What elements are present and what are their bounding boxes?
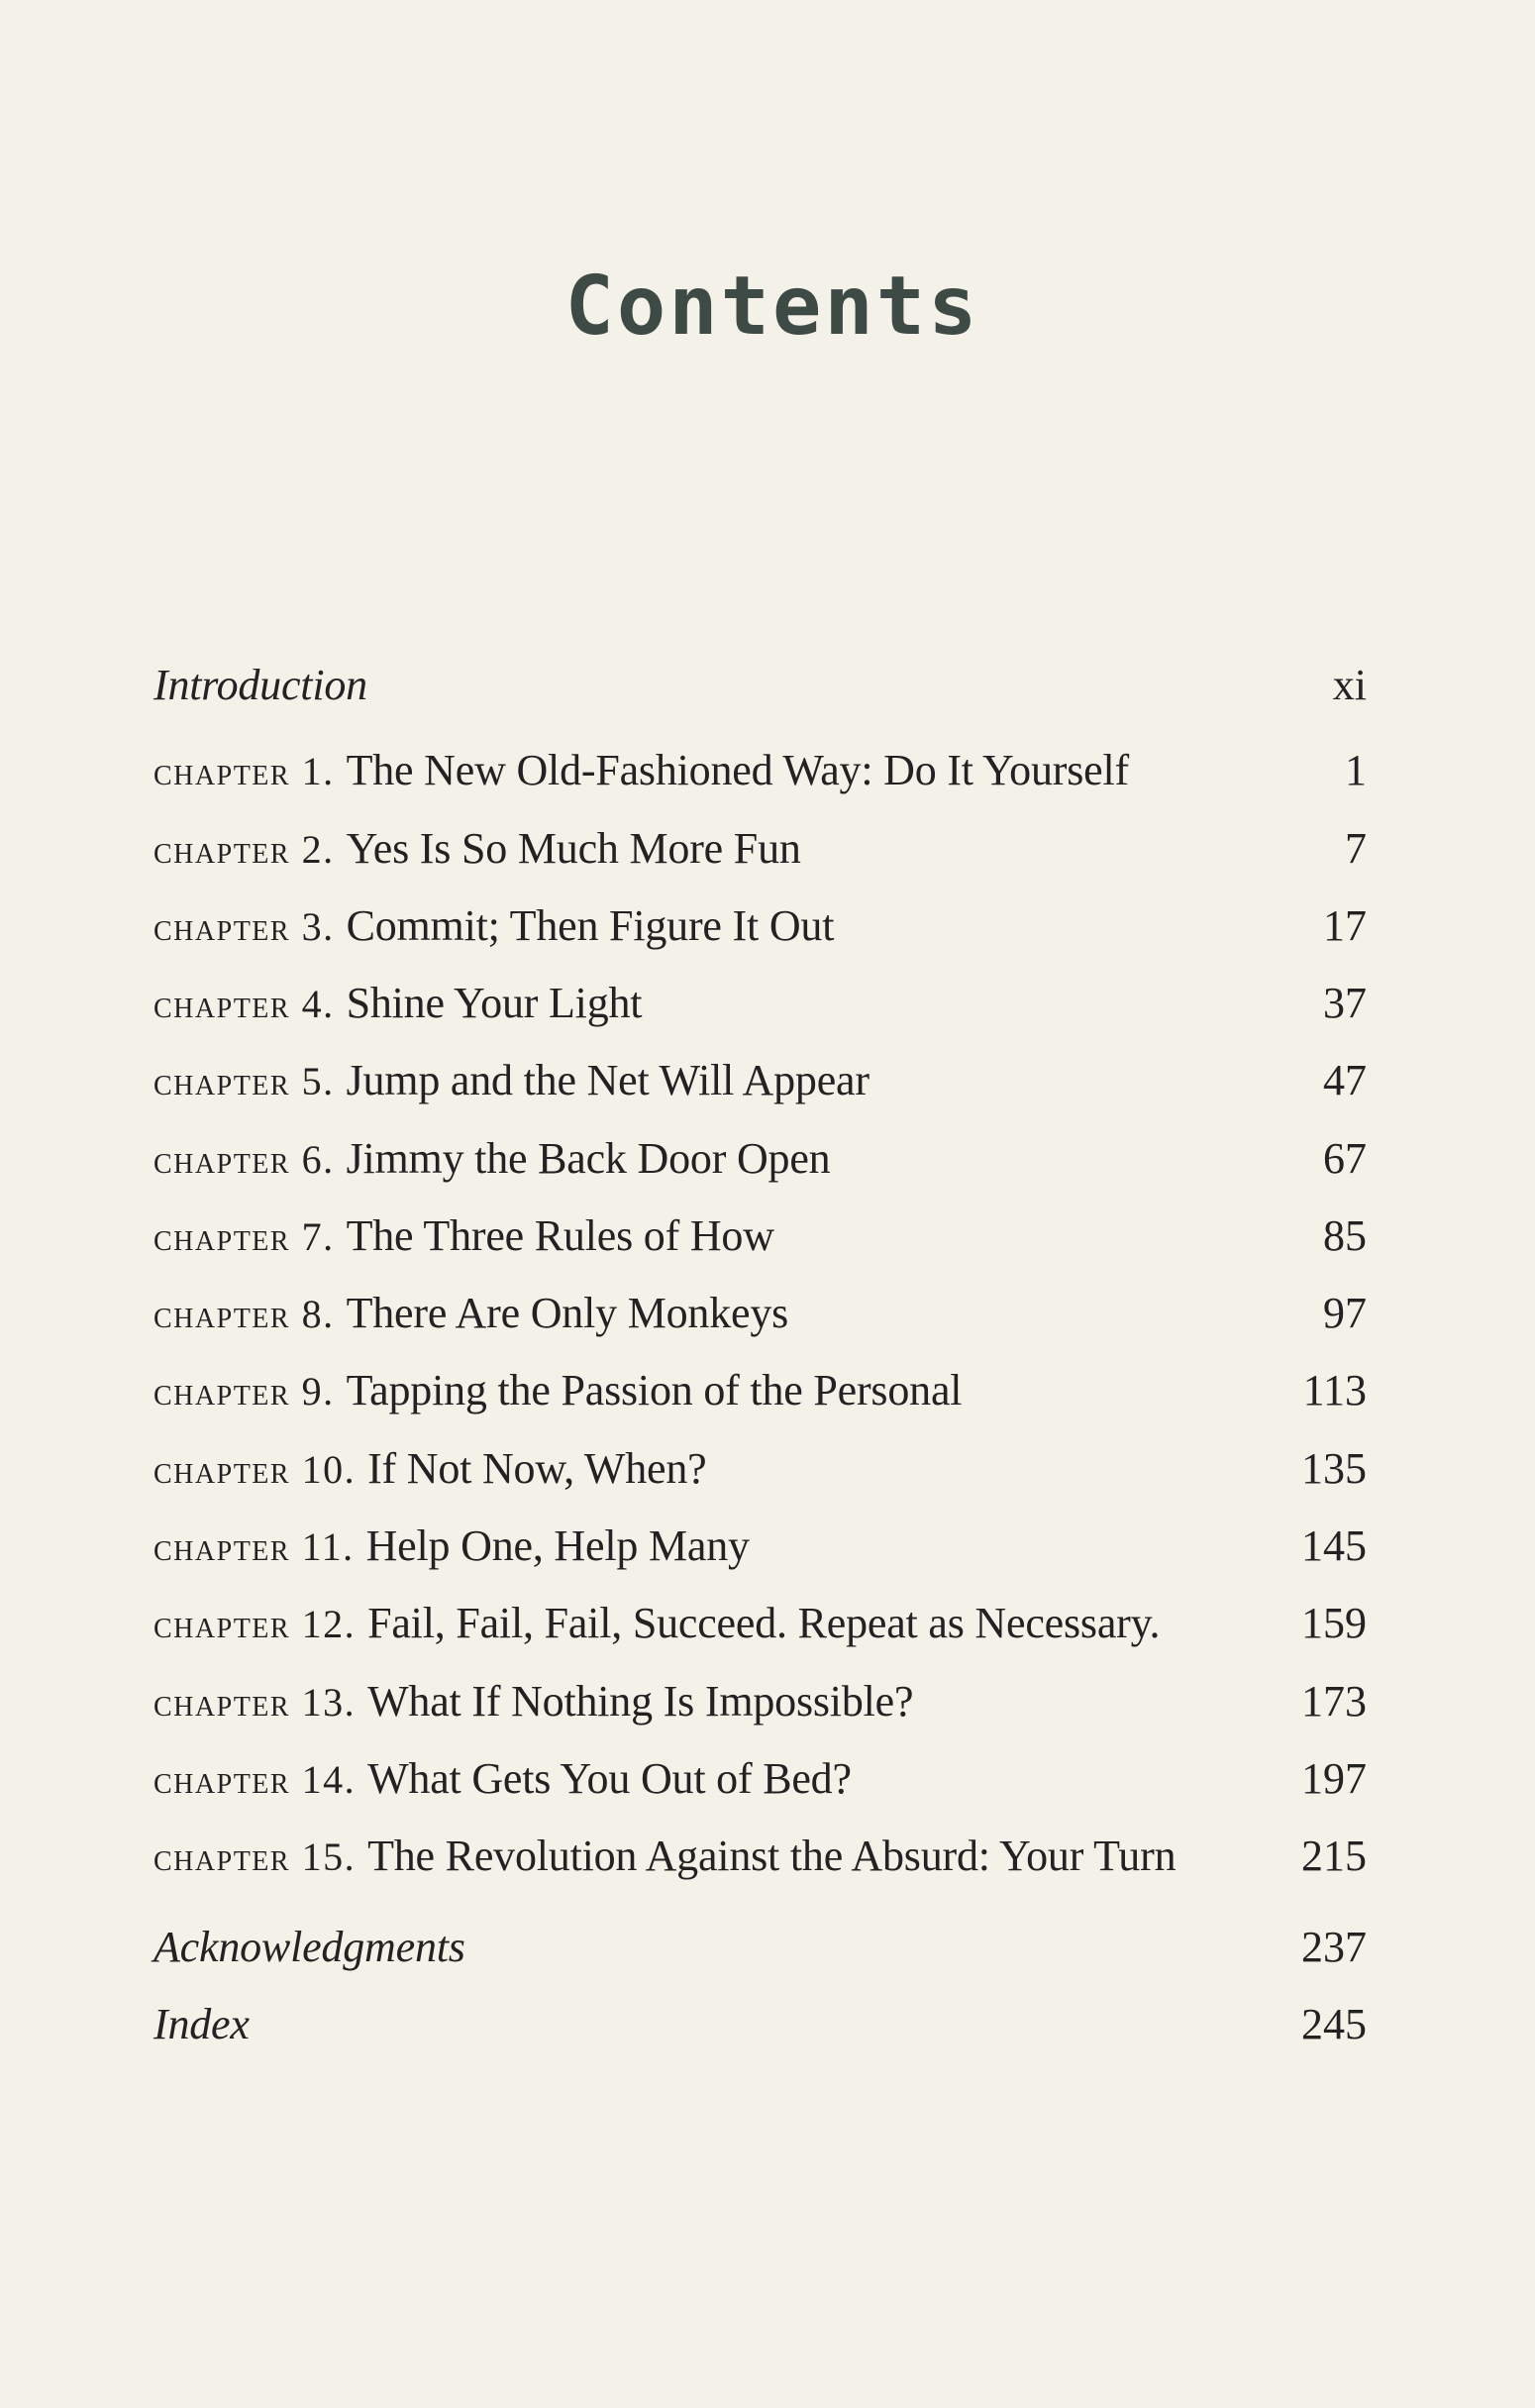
toc-page-number: 197 bbox=[1301, 1754, 1367, 1803]
toc-entry-label bbox=[154, 823, 801, 874]
toc-chapter-row bbox=[154, 967, 1367, 1036]
toc-entry-title: Shine Your Light bbox=[346, 979, 643, 1027]
toc-entry-label bbox=[154, 900, 834, 951]
toc-entry-label bbox=[154, 1922, 465, 1972]
toc-entry-title: The Revolution Against the Absurd: Your Turn bbox=[367, 1832, 1177, 1880]
chapter-number: chapter 10. bbox=[154, 1447, 357, 1492]
toc-entry-title: There Are Only Monkeys bbox=[346, 1289, 789, 1337]
toc-entry-label bbox=[154, 1999, 250, 2049]
toc-chapter-row bbox=[154, 812, 1367, 882]
table-of-contents bbox=[154, 0, 1372, 2408]
toc-page-number: 47 bbox=[1323, 1056, 1367, 1104]
toc-page-number: 17 bbox=[1323, 901, 1367, 950]
toc-chapter-row bbox=[154, 1354, 1367, 1423]
toc-page-number: 97 bbox=[1323, 1289, 1367, 1337]
toc-section-row bbox=[154, 1911, 1367, 1980]
toc-chapter-row bbox=[154, 734, 1367, 803]
toc-entry-title: Help One, Help Many bbox=[365, 1521, 750, 1570]
toc-chapter-row bbox=[154, 1587, 1367, 1656]
toc-chapter-row bbox=[154, 890, 1367, 959]
chapter-number: chapter 11. bbox=[154, 1524, 355, 1569]
toc-entry-title: What Gets You Out of Bed? bbox=[367, 1754, 852, 1803]
toc-page-number: 215 bbox=[1301, 1832, 1367, 1880]
toc-entry-title: Jump and the Net Will Appear bbox=[346, 1056, 870, 1104]
toc-entry-title: Fail, Fail, Fail, Succeed. Repeat as Necessary. bbox=[367, 1599, 1161, 1647]
toc-page-number: 113 bbox=[1302, 1366, 1367, 1414]
toc-page-number: 159 bbox=[1301, 1599, 1367, 1647]
toc-entry-title: Introduction bbox=[154, 661, 367, 709]
chapter-number: chapter 2. bbox=[154, 827, 335, 872]
toc-page-number: 145 bbox=[1301, 1521, 1367, 1570]
toc-page-number: 245 bbox=[1301, 2000, 1367, 2048]
toc-entry-label bbox=[154, 1288, 788, 1338]
toc-entry-label bbox=[154, 1210, 774, 1261]
toc-entry-label bbox=[154, 1055, 870, 1105]
toc-chapter-row bbox=[154, 1820, 1367, 1889]
toc-page-number: 1 bbox=[1345, 746, 1367, 794]
toc-page-number: 237 bbox=[1301, 1923, 1367, 1971]
toc-entry-label bbox=[154, 1831, 1176, 1881]
toc-page-number: 67 bbox=[1323, 1134, 1367, 1183]
toc-chapter-row bbox=[154, 1277, 1367, 1346]
toc-page-number: 85 bbox=[1323, 1211, 1367, 1260]
toc-chapter-row bbox=[154, 1432, 1367, 1502]
toc-entry-title: If Not Now, When? bbox=[367, 1444, 707, 1493]
toc-page-number: xi bbox=[1332, 661, 1367, 709]
toc-entry-label bbox=[154, 660, 367, 710]
toc-entry-label bbox=[154, 1598, 1160, 1648]
toc-entry-label bbox=[154, 1676, 913, 1727]
toc-chapter-row bbox=[154, 1742, 1367, 1812]
toc-entry-title: The Three Rules of How bbox=[346, 1211, 774, 1260]
toc-entry-label bbox=[154, 978, 642, 1028]
toc-entry-label bbox=[154, 1520, 750, 1571]
toc-entry-title: Commit; Then Figure It Out bbox=[346, 901, 835, 950]
toc-chapter-row bbox=[154, 1665, 1367, 1734]
chapter-number: chapter 12. bbox=[154, 1602, 357, 1646]
toc-chapter-row bbox=[154, 1200, 1367, 1269]
toc-section-row bbox=[154, 1988, 1367, 2057]
toc-chapter-row bbox=[154, 1122, 1367, 1192]
toc-page-number: 135 bbox=[1301, 1444, 1367, 1493]
toc-section-row bbox=[154, 649, 1367, 718]
toc-entry-title: The New Old-Fashioned Way: Do It Yourself bbox=[346, 746, 1129, 794]
toc-entry-title: Jimmy the Back Door Open bbox=[346, 1134, 831, 1183]
toc-entry-title: Index bbox=[154, 2000, 250, 2048]
toc-page-number: 37 bbox=[1323, 979, 1367, 1027]
chapter-number: chapter 15. bbox=[154, 1834, 357, 1879]
chapter-number: chapter 1. bbox=[154, 749, 335, 793]
toc-chapter-row bbox=[154, 1044, 1367, 1113]
chapter-number: chapter 14. bbox=[154, 1757, 357, 1802]
toc-page-number: 173 bbox=[1301, 1677, 1367, 1726]
toc-page-number: 7 bbox=[1345, 824, 1367, 873]
toc-entry-title: Yes Is So Much More Fun bbox=[346, 824, 801, 873]
toc-entry-title: What If Nothing Is Impossible? bbox=[367, 1677, 914, 1726]
chapter-number: chapter 4. bbox=[154, 982, 335, 1026]
toc-entry-title: Acknowledgments bbox=[154, 1923, 465, 1971]
chapter-number: chapter 3. bbox=[154, 904, 335, 949]
chapter-number: chapter 13. bbox=[154, 1680, 357, 1725]
toc-entry-label bbox=[154, 1443, 706, 1494]
page-title: Contents bbox=[564, 260, 980, 354]
chapter-number: chapter 5. bbox=[154, 1059, 335, 1103]
chapter-number: chapter 9. bbox=[154, 1369, 335, 1413]
chapter-number: chapter 6. bbox=[154, 1137, 335, 1182]
toc-entry-label bbox=[154, 1133, 830, 1184]
toc-chapter-row bbox=[154, 1510, 1367, 1579]
toc-entry-label bbox=[154, 1365, 962, 1415]
toc-entry-title: Tapping the Passion of the Personal bbox=[346, 1366, 963, 1414]
toc-entry-label bbox=[154, 745, 1129, 795]
chapter-number: chapter 7. bbox=[154, 1214, 335, 1259]
toc-entry-label bbox=[154, 1753, 852, 1804]
chapter-number: chapter 8. bbox=[154, 1292, 335, 1336]
